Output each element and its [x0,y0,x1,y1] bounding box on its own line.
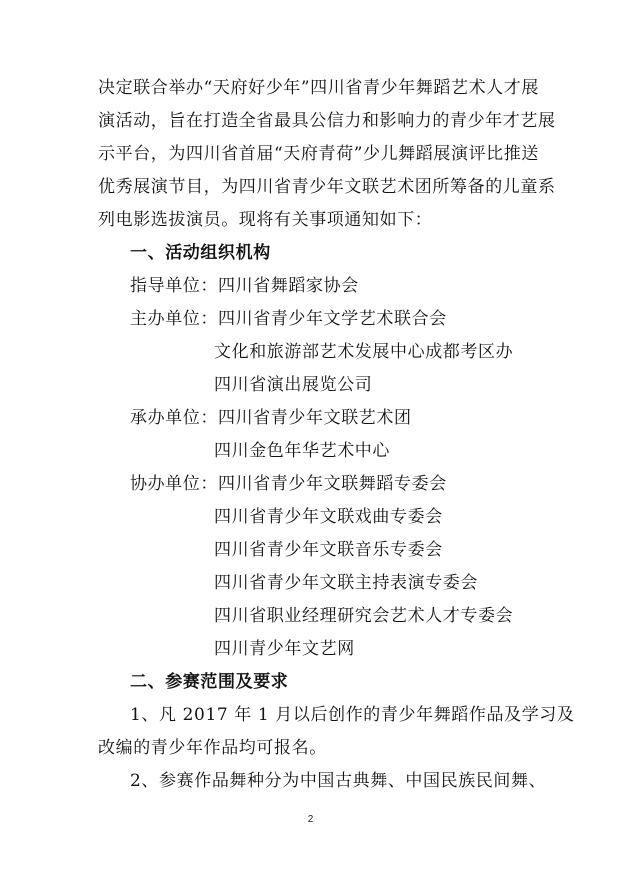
co-organizer-line-3: 四川省青少年文联音乐专委会 [214,540,443,560]
intro-line-4: 优秀展演节目，为四川省青少年文联艺术团所筹备的儿童系 [98,177,556,197]
co-organizer-line-1: 协办单位：四川省青少年文联舞蹈专委会 [130,474,447,494]
scope-item-1-line-1: 1、凡 2017 年 1 月以后创作的青少年舞蹈作品及学习及 [130,705,575,725]
intro-line-5: 列电影选拔演员。现将有关事项通知如下： [98,210,433,230]
section-heading-scope: 二、参赛范围及要求 [130,672,289,692]
organizer-unit-line-2: 四川金色年华艺术中心 [214,441,390,461]
co-organizer-line-5: 四川省职业经理研究会艺术人才专委会 [214,606,514,626]
host-unit-line-2: 文化和旅游部艺术发展中心成都考区办 [214,342,514,362]
host-unit-line-3: 四川省演出展览公司 [214,375,373,395]
intro-line-3: 示平台，为四川省首届“天府青荷”少儿舞蹈展演评比推送 [98,144,539,164]
page-number: 2 [307,814,314,825]
scope-item-1-line-2: 改编的青少年作品均可报名。 [98,738,327,758]
scope-item-2-line-1: 2、参赛作品舞种分为中国古典舞、中国民族民间舞、 [130,771,547,791]
organizer-unit-line-1: 承办单位：四川省青少年文联艺术团 [130,408,412,428]
co-organizer-line-2: 四川省青少年文联戏曲专委会 [214,507,443,527]
intro-line-2: 演活动，旨在打造全省最具公信力和影响力的青少年才艺展 [98,111,556,131]
host-unit-line-1: 主办单位：四川省青少年文学艺术联合会 [130,309,447,329]
intro-line-1: 决定联合举办“天府好少年”四川省青少年舞蹈艺术人才展 [98,78,539,98]
section-heading-organization: 一、活动组织机构 [130,243,271,263]
co-organizer-line-4: 四川省青少年文联主持表演专委会 [214,573,478,593]
co-organizer-line-6: 四川青少年文艺网 [214,639,355,659]
guide-unit: 指导单位：四川省舞蹈家协会 [130,276,359,296]
